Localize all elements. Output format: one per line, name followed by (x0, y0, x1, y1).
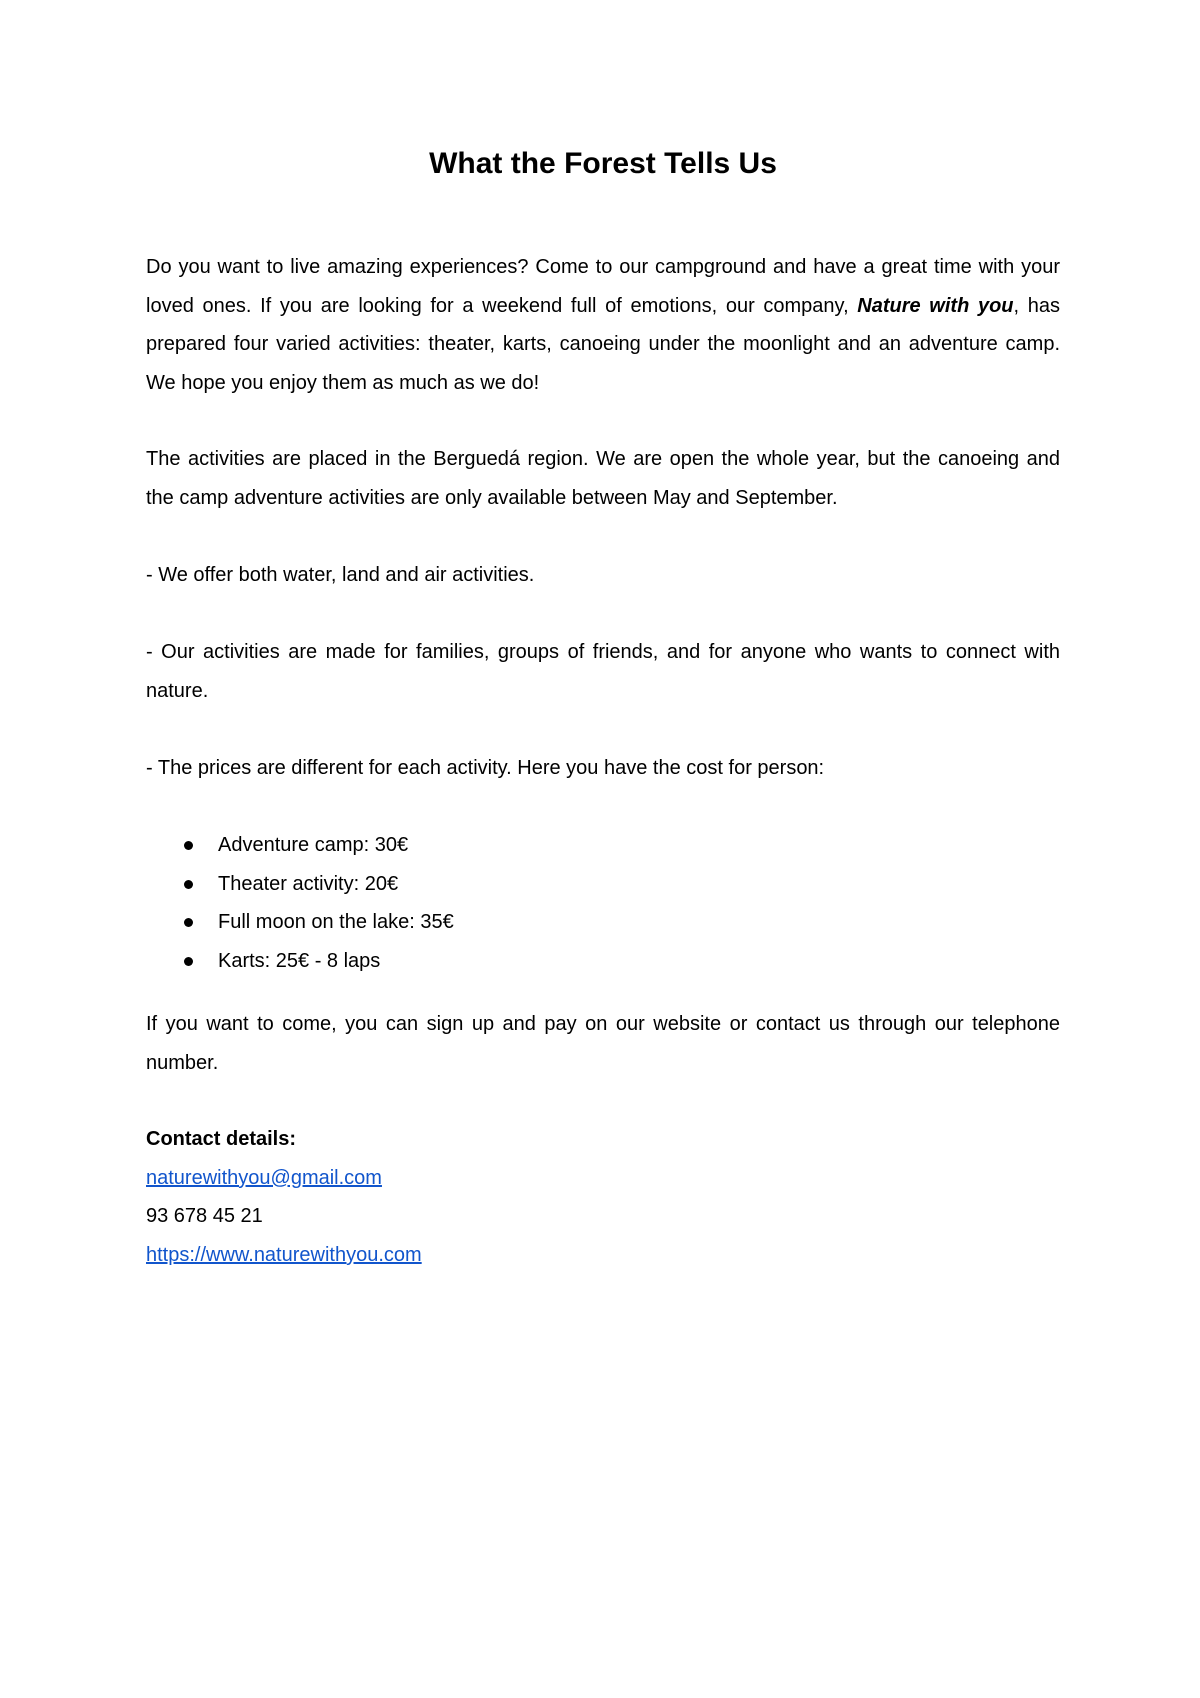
intro-text-end: , has prepared four varied activities: theater, karts, canoeing under the moonlight and an adventure camp. We hope you enjoy them as much as we do! (146, 294, 1060, 394)
list-item (146, 942, 1060, 981)
activities-types-point: - We offer both water, land and air activities. (146, 564, 535, 586)
audience-point: - Our activities are made for families, groups of friends, and for anyone who wants to connect with nature. (146, 641, 1060, 702)
price-list (146, 826, 1060, 980)
contact-phone: 93 678 45 21 (146, 1205, 263, 1227)
list-item (146, 865, 1060, 904)
list-item (146, 826, 1060, 865)
bullet-icon (184, 841, 193, 850)
location-paragraph: The activities are placed in the Berguedá region. We are open the whole year, but the canoeing and the camp adventure activities are only available between May and September. (146, 448, 1060, 509)
bullet-icon (184, 918, 193, 927)
price-item-label: Full moon on the lake: 35€ (218, 911, 454, 933)
intro-text-start: Do you want to live amazing experiences? Come to our campground and have a great time with your loved ones. If you are looking for a weekend full of emotions, our company, (146, 256, 1060, 317)
company-name: Nature with you (857, 294, 1014, 317)
price-item-label: Theater activity: 20€ (218, 872, 399, 895)
list-item (146, 903, 1060, 942)
price-item-label: Adventure camp: 30€ (218, 834, 409, 856)
document-title: What the Forest Tells Us (429, 147, 777, 180)
intro-paragraph (146, 248, 1060, 402)
bullet-icon (184, 957, 193, 966)
price-item-label: Karts: 25€ - 8 laps (218, 949, 381, 972)
contact-website-line (146, 1236, 422, 1275)
bullet-icon (184, 880, 193, 889)
website-link[interactable]: https://www.naturewithyou.com (146, 1244, 422, 1266)
contact-email-line (146, 1159, 382, 1198)
signup-paragraph: If you want to come, you can sign up and pay on our website or contact us through our telephone number. (146, 1013, 1060, 1074)
prices-intro-point: - The prices are different for each activity. Here you have the cost for person: (146, 757, 825, 779)
email-link[interactable]: naturewithyou@gmail.com (146, 1167, 382, 1189)
contact-heading: Contact details: (146, 1128, 297, 1150)
